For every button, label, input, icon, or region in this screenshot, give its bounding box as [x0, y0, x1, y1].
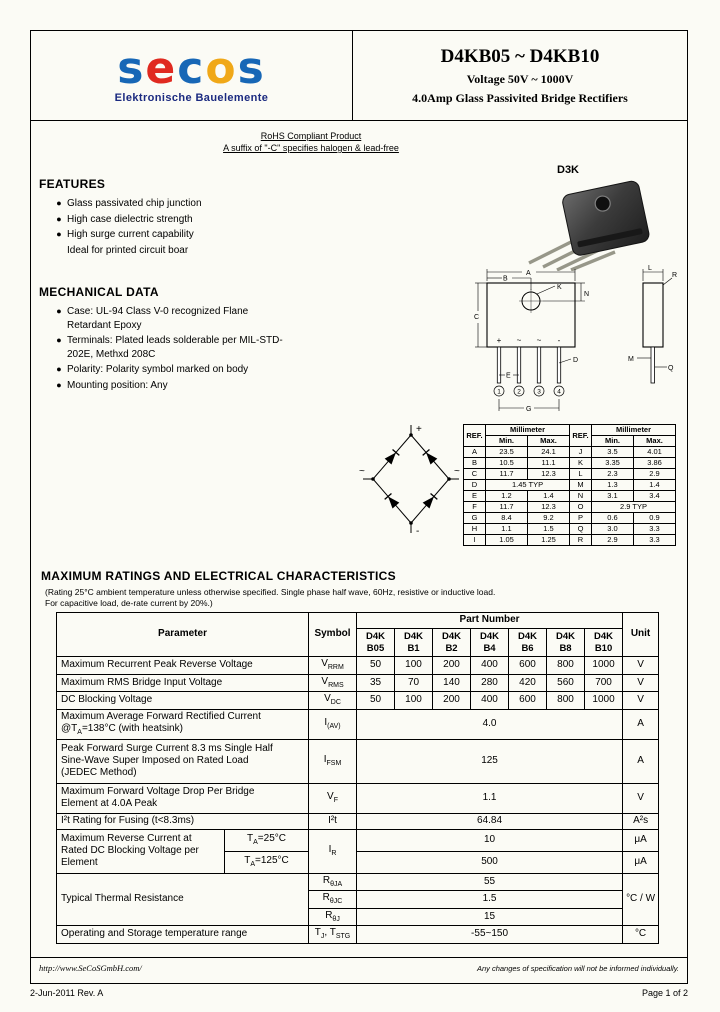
param-cell: Maximum Forward Voltage Drop Per Bridge Element at 4.0A Peak: [57, 783, 309, 813]
mm-header: Millimeter: [592, 425, 676, 436]
table-row: [57, 709, 659, 739]
table-row: [57, 674, 659, 692]
feature-text: Ideal for printed circuit boar: [67, 244, 189, 256]
header: [31, 31, 687, 121]
dim-label-n: N: [584, 291, 590, 298]
svg-text:1: 1: [497, 388, 501, 396]
cell: N: [570, 491, 592, 502]
cell: L: [570, 469, 592, 480]
table-row: [464, 469, 676, 480]
part-col-header: D4K B10: [585, 629, 623, 657]
table-row: [57, 873, 659, 891]
param-cell: Maximum Recurrent Peak Reverse Voltage: [57, 657, 309, 675]
value-cell: 64.84: [357, 813, 623, 829]
unit-cell: A: [623, 739, 659, 783]
value-cell: 1.1: [357, 783, 623, 813]
cell: 1.2: [486, 491, 528, 502]
bullet-icon: ●: [56, 379, 62, 390]
svg-text:2: 2: [517, 388, 521, 396]
param-cell: Maximum RMS Bridge Input Voltage: [57, 674, 309, 692]
cell: J: [570, 447, 592, 458]
features-list: [51, 197, 291, 259]
value-cell: 280: [471, 674, 509, 692]
part-number-title: D4KB05 ~ D4KB10: [440, 45, 600, 67]
table-row: [464, 524, 676, 535]
cell: R: [570, 535, 592, 546]
value-cell: 700: [585, 674, 623, 692]
symbol-cell: $V_{RRM}$: [309, 657, 357, 675]
voltage-subtitle: Voltage 50V ~ 1000V: [466, 71, 574, 86]
svg-text:+: +: [496, 336, 502, 345]
cell: 3.0: [592, 524, 634, 535]
value-cell: 35: [357, 674, 395, 692]
logo-cell: [31, 31, 353, 120]
unit-cell: V: [623, 783, 659, 813]
cell: 4.01: [634, 447, 676, 458]
value-cell: 200: [433, 657, 471, 675]
rohs-line2: A suffix of "-C" specifies halogen & lead-free: [223, 143, 399, 153]
bridge-schematic: [359, 421, 463, 541]
dim-label-b: B: [503, 275, 508, 283]
cell: 23.5: [486, 447, 528, 458]
unit-cell: A²s: [623, 813, 659, 829]
cell: E: [464, 491, 486, 502]
cell: 3.4: [634, 491, 676, 502]
list-item: [51, 228, 291, 242]
dim-label-e: E: [506, 372, 511, 380]
dim-label-c: C: [474, 314, 480, 321]
table-row: [57, 813, 659, 829]
cell: 3.35: [592, 458, 634, 469]
list-item: [51, 334, 283, 361]
part-col-header: D4K B4: [471, 629, 509, 657]
value-cell: 55: [357, 873, 623, 891]
mechanical-heading: MECHANICAL DATA: [39, 285, 159, 299]
cell: 11.7: [486, 469, 528, 480]
value-cell: 15: [357, 908, 623, 926]
package-3d-svg: [499, 179, 669, 271]
dim-label-l: L: [648, 265, 652, 272]
pin-number-circles: [494, 386, 564, 396]
dim-label-q: Q: [668, 365, 674, 372]
list-item: [51, 363, 283, 377]
package-body: [561, 180, 650, 257]
cell: P: [570, 513, 592, 524]
mechanical-text: Case: UL-94 Class V-0 recognized Flane Retardant Epoxy: [67, 306, 249, 331]
part-col-header: D4K B8: [547, 629, 585, 657]
part-col-header: D4K B2: [433, 629, 471, 657]
part-col-header: D4K B1: [395, 629, 433, 657]
table-row: [57, 657, 659, 675]
cell: 11.7: [486, 502, 528, 513]
feature-text: High surge current capability: [67, 229, 194, 240]
symbol-cell: $R_{\theta J}$: [309, 908, 357, 926]
footer-disclaimer: Any changes of specification will not be informed individually.: [476, 964, 679, 973]
value-cell: 1.5: [357, 891, 623, 909]
symbol-header: Symbol: [309, 613, 357, 657]
part-number-header: Part Number: [357, 613, 623, 629]
ac-terminal-label: ~: [359, 466, 365, 477]
cell: D: [464, 480, 486, 491]
cell: O: [570, 502, 592, 513]
cell: A: [464, 447, 486, 458]
svg-text:~: ~: [516, 336, 522, 345]
value-cell: 100: [395, 657, 433, 675]
features-heading: FEATURES: [39, 177, 106, 191]
cell: 1.05: [486, 535, 528, 546]
logo-letter: e: [145, 43, 178, 94]
footer-divider: [31, 957, 687, 958]
secos-logo: [117, 43, 266, 94]
symbol-cell: $R_{\theta JC}$: [309, 891, 357, 909]
side-view-drawing: [625, 263, 681, 418]
symbol-cell: $I_{(AV)}$: [309, 709, 357, 739]
ratings-note1: (Rating 25°C ambient temperature unless otherwise specified. Single phase half wave, 60Hz, resistive or inductive load.: [45, 587, 496, 597]
symbol-cell: $I_R$: [309, 829, 357, 873]
symbol-cell: $R_{\theta JA}$: [309, 873, 357, 891]
ref-header: REF.: [464, 425, 486, 447]
logo-subtitle: Elektronische Bauelemente: [114, 92, 269, 104]
ref-header: REF.: [570, 425, 592, 447]
polarity-marks: [497, 336, 561, 345]
diodes: [385, 450, 438, 509]
value-cell: 125: [357, 739, 623, 783]
cell: 3.3: [634, 524, 676, 535]
unit-cell: μA: [623, 829, 659, 851]
dim-label-m: M: [628, 356, 634, 363]
cell: 3.3: [634, 535, 676, 546]
min-header: Min.: [592, 436, 634, 447]
value-cell: 420: [509, 674, 547, 692]
dim-label-g: G: [526, 406, 532, 413]
cell: 1.25: [528, 535, 570, 546]
svg-text:-: -: [557, 336, 561, 345]
front-view-drawing: [471, 263, 621, 418]
cell: 3.86: [634, 458, 676, 469]
cell: 11.1: [528, 458, 570, 469]
side-lead: [651, 347, 655, 383]
table-row: [464, 535, 676, 546]
page-border: [30, 30, 688, 984]
dimension-table: [463, 424, 676, 546]
cell: K: [570, 458, 592, 469]
table-row: [464, 513, 676, 524]
value-cell: 140: [433, 674, 471, 692]
table-row: [57, 926, 659, 944]
table-row: [57, 739, 659, 783]
cell: M: [570, 480, 592, 491]
list-item: [51, 379, 283, 393]
unit-cell: A: [623, 709, 659, 739]
condition-cell: $T_A=25^\circ C$: [225, 829, 309, 851]
unit-cell: μA: [623, 851, 659, 873]
symbol-cell: I²t: [309, 813, 357, 829]
cell: I: [464, 535, 486, 546]
cell: 2.3: [592, 469, 634, 480]
cell: 8.4: [486, 513, 528, 524]
min-header: Min.: [486, 436, 528, 447]
feature-text: Glass passivated chip junction: [67, 198, 202, 209]
svg-text:~: ~: [536, 336, 542, 345]
title-cell: [353, 31, 687, 120]
cell: 3.5: [592, 447, 634, 458]
max-header: Max.: [528, 436, 570, 447]
bullet-icon: ●: [56, 198, 62, 208]
cell: 2.9: [634, 469, 676, 480]
logo-letter: s: [117, 43, 146, 94]
symbol-cell: $T_J$, $T_{STG}$: [309, 926, 357, 944]
cell: 1.3: [592, 480, 634, 491]
value-cell: 70: [395, 674, 433, 692]
table-row: [57, 692, 659, 710]
param-cell: Maximum Reverse Current at Rated DC Blocking Voltage per Element: [57, 829, 225, 873]
table-row: [464, 480, 676, 491]
cell: 12.3: [528, 502, 570, 513]
value-cell: 200: [433, 692, 471, 710]
cell: Q: [570, 524, 592, 535]
symbol-cell: $I_{FSM}$: [309, 739, 357, 783]
rohs-block: [161, 131, 461, 153]
value-cell: 50: [357, 657, 395, 675]
cell: 0.9: [634, 513, 676, 524]
terminal-dots: [371, 433, 451, 525]
list-item: [51, 244, 291, 258]
value-cell: 4.0: [357, 709, 623, 739]
value-cell: 600: [509, 657, 547, 675]
value-cell: 400: [471, 657, 509, 675]
value-cell: 10: [357, 829, 623, 851]
page-number: Page 1 of 2: [641, 988, 688, 998]
logo-letter: o: [205, 43, 238, 94]
table-row: [464, 502, 676, 513]
cell: 1.4: [528, 491, 570, 502]
cell: 24.1: [528, 447, 570, 458]
mechanical-text: Polarity: Polarity symbol marked on body: [67, 364, 249, 375]
symbol-cell: $V_{RMS}$: [309, 674, 357, 692]
description-subtitle: 4.0Amp Glass Passivited Bridge Rectifiers: [412, 90, 628, 105]
bullet-icon: ●: [56, 306, 62, 316]
param-cell: Typical Thermal Resistance: [57, 873, 309, 926]
bullet-icon: ●: [56, 364, 62, 374]
part-col-header: D4K B6: [509, 629, 547, 657]
minus-terminal-label: -: [416, 526, 420, 537]
param-cell: I²t Rating for Fusing (t<8.3ms): [57, 813, 309, 829]
cell: G: [464, 513, 486, 524]
param-cell: DC Blocking Voltage: [57, 692, 309, 710]
table-row: [57, 783, 659, 813]
svg-text:4: 4: [557, 388, 561, 396]
list-item: [51, 197, 291, 211]
cell: 1.4: [634, 480, 676, 491]
table-row: [464, 425, 676, 436]
cell: 1.1: [486, 524, 528, 535]
cell: 3.1: [592, 491, 634, 502]
symbol-cell: $V_F$: [309, 783, 357, 813]
cell: 10.5: [486, 458, 528, 469]
value-cell: 600: [509, 692, 547, 710]
value-cell: 800: [547, 657, 585, 675]
table-row: [57, 829, 659, 851]
feature-text: High case dielectric strength: [67, 213, 193, 225]
bullet-icon: ●: [56, 335, 62, 345]
value-cell: 400: [471, 692, 509, 710]
table-header-row: [57, 613, 659, 629]
bridge-schematic-svg: [359, 421, 463, 541]
unit-cell: °C: [623, 926, 659, 944]
package-name-label: D3K: [557, 164, 580, 176]
front-view-svg: [471, 263, 621, 418]
rohs-line1: RoHS Compliant Product: [260, 131, 362, 141]
condition-cell: $T_A=125^\circ C$: [225, 851, 309, 873]
bullet-icon: ●: [56, 229, 62, 239]
cell: 12.3: [528, 469, 570, 480]
package-3d-image: [499, 179, 669, 271]
table-row: [464, 447, 676, 458]
unit-cell: V: [623, 657, 659, 675]
dim-label-d: D: [573, 357, 579, 364]
param-cell: Operating and Storage temperature range: [57, 926, 309, 944]
bullet-icon: [51, 244, 67, 258]
ratings-table: [56, 612, 659, 944]
dim-label-a: A: [526, 270, 531, 277]
param-cell: Peak Forward Surge Current 8.3 ms Single Half Sine-Wave Super Imposed on Rated Load (JEDEC Method): [57, 739, 309, 783]
website-link[interactable]: http://www.SeCoSGmbH.com/: [39, 963, 142, 973]
value-cell: 100: [395, 692, 433, 710]
cell: F: [464, 502, 486, 513]
cell: 0.6: [592, 513, 634, 524]
value-cell: 800: [547, 692, 585, 710]
value-cell: 1000: [585, 692, 623, 710]
unit-cell: V: [623, 674, 659, 692]
cell: C: [464, 469, 486, 480]
cell: H: [464, 524, 486, 535]
mechanical-text: Mounting position: Any: [67, 379, 168, 391]
logo-letter: s: [237, 43, 266, 94]
value-cell: 1000: [585, 657, 623, 675]
parameter-header: Parameter: [57, 613, 309, 657]
bullet-icon: ●: [56, 213, 62, 224]
part-col-header: D4K B05: [357, 629, 395, 657]
svg-text:3: 3: [537, 388, 541, 396]
max-header: Max.: [634, 436, 676, 447]
dim-label-r: R: [672, 272, 678, 279]
value-cell: -55~150: [357, 926, 623, 944]
unit-cell: °C / W: [623, 873, 659, 926]
cell: 2.9 TYP: [592, 502, 676, 513]
unit-header: Unit: [623, 613, 659, 657]
table-row: [464, 491, 676, 502]
cell: 1.5: [528, 524, 570, 535]
side-view-svg: [625, 263, 681, 418]
cell: 9.2: [528, 513, 570, 524]
pin-numbers: [497, 389, 561, 396]
side-body-outline: [643, 283, 663, 347]
plus-terminal-label: +: [416, 424, 422, 435]
ac-terminal-label: ~: [454, 466, 460, 477]
list-item: [51, 305, 283, 332]
dim-label-k: K: [557, 284, 562, 291]
mechanical-text: Terminals: Plated leads solderable per MIL-STD-202E, Methxd 208C: [67, 335, 283, 360]
mechanical-list: [51, 305, 283, 394]
cell: 2.9: [592, 535, 634, 546]
list-item: [51, 213, 291, 227]
param-cell: Maximum Average Forward Rectified Current $@T_A=138^\circ C$ (with heatsink): [57, 709, 309, 739]
value-cell: 50: [357, 692, 395, 710]
value-cell: 560: [547, 674, 585, 692]
cell: B: [464, 458, 486, 469]
value-cell: 500: [357, 851, 623, 873]
table-row: [464, 458, 676, 469]
revision-date: 2-Jun-2011 Rev. A: [30, 988, 104, 998]
unit-cell: V: [623, 692, 659, 710]
logo-letter: c: [177, 43, 206, 94]
symbol-cell: $V_{DC}$: [309, 692, 357, 710]
cell: 1.45 TYP: [486, 480, 570, 491]
ratings-heading: MAXIMUM RATINGS AND ELECTRICAL CHARACTERISTICS: [41, 569, 396, 583]
mm-header: Millimeter: [486, 425, 570, 436]
ratings-note2: For capacitive load, de-rate current by 20%.): [45, 598, 213, 608]
